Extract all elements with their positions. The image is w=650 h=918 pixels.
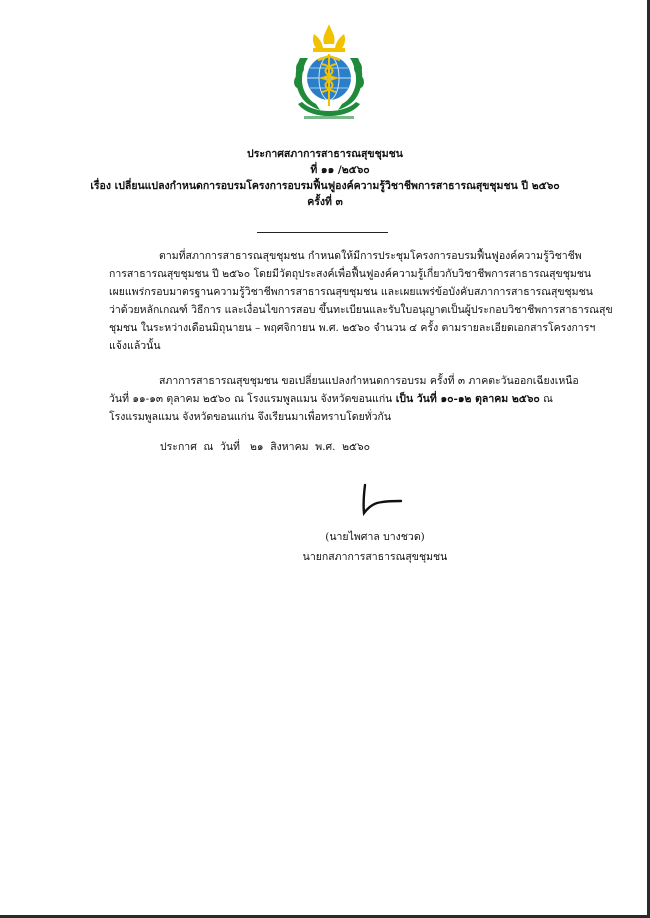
new-schedule-text: เป็น วันที่ ๑๐-๑๒ ตุลาคม ๒๕๖๐: [395, 393, 540, 405]
paragraph-2-line: [109, 390, 553, 408]
paragraph-1-line: ว่าด้วยหลักเกณฑ์ วิธีการ และเงื่อนไขการสอบ ขึ้นทะเบียนและรับใบอนุญาตเป็นผู้ประกอบวิชาชีพการสาธารณสุข: [109, 304, 613, 316]
schedule-suffix: ณ: [539, 393, 553, 405]
paragraph-1-line: แจ้งแล้วนั้น: [109, 340, 161, 352]
paragraph-2-line: สภาการสาธารณสุขชุมชน ขอเปลี่ยนแปลงกำหนดการอบรม ครั้งที่ ๓ ภาคตะวันออกเฉียงเหนือ: [159, 375, 579, 387]
signer-title: นายกสภาการสาธารณสุขชุมชน: [302, 551, 448, 563]
crown-flame-icon: [313, 24, 345, 52]
signature: [355, 483, 405, 519]
document-round: ครั้งที่ ๓: [307, 196, 343, 208]
paragraph-1-line: เผยแพร่กรอบมาตรฐานความรู้วิชาชีพการสาธารณสุขชุมชน และเผยแพร่ข้อบังคับสภาการสาธารณสุขชุมชน: [109, 286, 593, 298]
paragraph-1-line: ตามที่สภาการสาธารณสุขชุมชน กำหนดให้มีการประชุมโครงการอบรมฟื้นฟูองค์ความรู้วิชาชีพ: [159, 250, 582, 262]
paragraph-1: [109, 247, 613, 355]
header-divider: [257, 232, 388, 233]
announcement-date: ประกาศ ณ วันที่ ๒๑ สิงหาคม พ.ศ. ๒๕๖๐: [160, 441, 371, 453]
document-subject: เรื่อง เปลี่ยนแปลงกำหนดการอบรมโครงการอบรมฟื้นฟูองค์ความรู้วิชาชีพการสาธารณสุขชุมชน ปี ๒๕๖๐: [90, 180, 560, 192]
signer-name: (นายไพศาล บางชวด): [325, 531, 425, 543]
paragraph-1-line: ชุมชน ในระหว่างเดือนมิถุนายน – พฤศจิกายน พ.ศ. ๒๕๖๐ จำนวน ๔ ครั้ง ตามรายละเอียดเอกสารโครงการฯ: [109, 322, 596, 334]
council-logo: [286, 22, 372, 124]
paragraph-2: [109, 372, 579, 426]
paragraph-1-line: การสาธารณสุขชุมชน ปี ๒๕๖๐ โดยมีวัตถุประสงค์เพื่อฟื้นฟูองค์ความรู้เกี่ยวกับวิชาชีพการสาธารณสุขชุมชน: [109, 268, 592, 280]
document-header: [0, 146, 650, 210]
document-number: ที่ ๑๑ /๒๕๖๐: [310, 164, 370, 176]
organization-title: ประกาศสภาการสาธารณสุขชุมชน: [247, 148, 403, 160]
old-schedule-text: วันที่ ๑๑-๑๓ ตุลาคม ๒๕๖๐ ณ โรงแรมพูลแมน จังหวัดขอนแก่น: [109, 393, 396, 405]
paragraph-2-line: โรงแรมพูลแมน จังหวัดขอนแก่น จึงเรียนมาเพื่อทราบโดยทั่วกัน: [109, 411, 392, 423]
